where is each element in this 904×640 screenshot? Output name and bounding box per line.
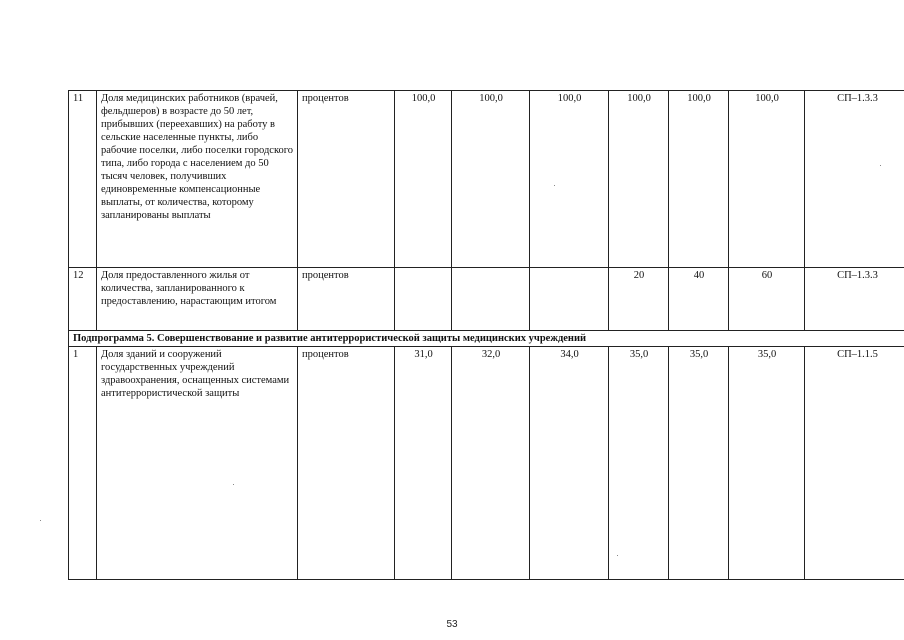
value-cell: 35,0 bbox=[729, 347, 805, 580]
scan-speck bbox=[617, 555, 618, 556]
value-cell bbox=[395, 268, 452, 331]
value-cell: 31,0 bbox=[395, 347, 452, 580]
code-cell: СП–1.3.3 bbox=[805, 268, 904, 331]
table-row bbox=[69, 347, 904, 580]
section-header-row bbox=[69, 331, 904, 347]
value-cell: 100,0 bbox=[452, 91, 530, 268]
indicator-name-cell: Доля зданий и сооружений государственных учреждений здравоохранения, оснащенных системами антитеррористической защиты bbox=[97, 347, 298, 580]
scan-speck bbox=[233, 484, 234, 485]
indicator-name-cell: Доля предоставленного жилья от количества, запланированного к предоставлению, нарастающим итогом bbox=[97, 268, 298, 331]
section-title: Подпрограмма 5. Совершенствование и развитие антитеррористической защиты медицинских учреждений bbox=[69, 331, 904, 347]
unit-cell: процентов bbox=[298, 268, 395, 331]
table-row bbox=[69, 91, 904, 268]
value-cell: 40 bbox=[669, 268, 729, 331]
row-number-cell: 11 bbox=[69, 91, 97, 268]
code-cell: СП–1.3.3 bbox=[805, 91, 904, 268]
value-cell: 100,0 bbox=[729, 91, 805, 268]
table-row bbox=[69, 268, 904, 331]
value-cell bbox=[452, 268, 530, 331]
indicator-name-cell: Доля медицинских работников (врачей, фельдшеров) в возрасте до 50 лет, прибывших (переехавших) на работу в сельские населенные пункты, либо рабочие поселки, либо поселки городского типа, либо города с населением до 50 тысяч человек, получивших единовременные компенсационные выплаты, от количества, которому запланированы выплаты bbox=[97, 91, 298, 268]
unit-cell: процентов bbox=[298, 347, 395, 580]
value-cell: 100,0 bbox=[609, 91, 669, 268]
value-cell: 34,0 bbox=[530, 347, 609, 580]
unit-cell: процентов bbox=[298, 91, 395, 268]
value-cell: 100,0 bbox=[395, 91, 452, 268]
row-number-cell: 12 bbox=[69, 268, 97, 331]
value-cell: 100,0 bbox=[530, 91, 609, 268]
value-cell bbox=[530, 268, 609, 331]
value-cell: 60 bbox=[729, 268, 805, 331]
value-cell: 35,0 bbox=[609, 347, 669, 580]
row-number-cell: 1 bbox=[69, 347, 97, 580]
code-cell: СП–1.1.5 bbox=[805, 347, 904, 580]
scan-speck bbox=[554, 185, 555, 186]
scan-speck bbox=[880, 165, 881, 166]
indicators-table bbox=[68, 90, 904, 580]
value-cell: 20 bbox=[609, 268, 669, 331]
value-cell: 35,0 bbox=[669, 347, 729, 580]
value-cell: 100,0 bbox=[669, 91, 729, 268]
page-number: 53 bbox=[446, 619, 458, 630]
scan-speck bbox=[40, 520, 41, 521]
value-cell: 32,0 bbox=[452, 347, 530, 580]
